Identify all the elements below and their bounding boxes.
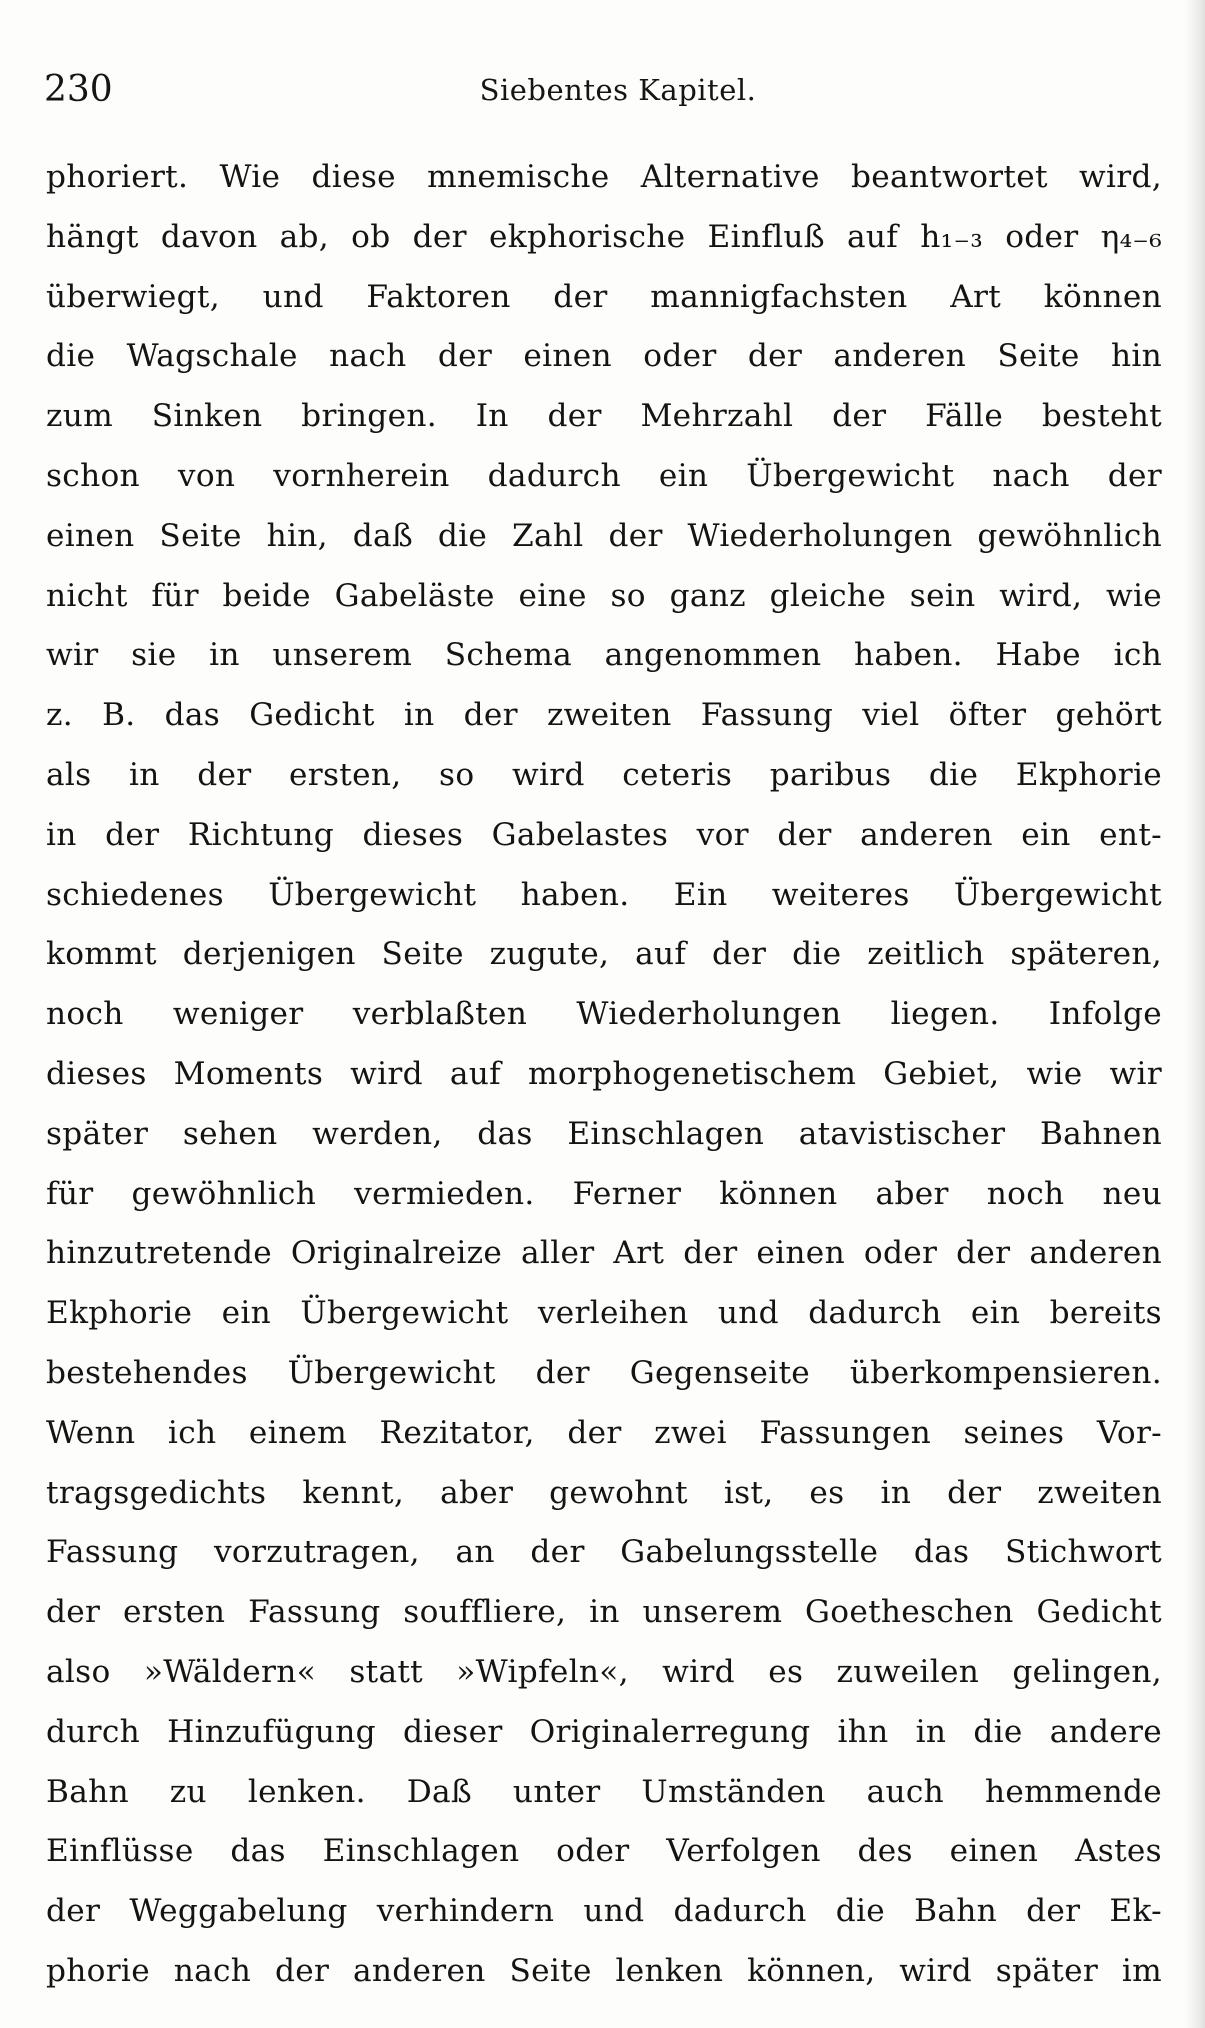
text-line: die Wagschale nach der einen oder der anderen Seite hin [46, 338, 1162, 375]
page-header [44, 66, 1162, 114]
text-line: einen Seite hin, daß die Zahl der Wiederholungen gewöhnlich [46, 517, 1162, 554]
text-line: in der Richtung dieses Gabelastes vor der anderen ein ent- [46, 816, 1162, 853]
text-line: Einflüsse das Einschlagen oder Verfolgen des einen Astes [46, 1833, 1162, 1870]
text-line: nicht für beide Gabeläste eine so ganz gleiche sein wird, wie [46, 577, 1162, 614]
text-line: Bahn zu lenken. Daß unter Umständen auch hemmende [46, 1773, 1162, 1810]
text-line: schon von vornherein dadurch ein Übergewicht nach der [46, 457, 1162, 494]
text-line: der Weggabelung verhindern und dadurch die Bahn der Ek- [46, 1893, 1162, 1930]
text-line: für gewöhnlich vermieden. Ferner können aber noch neu [46, 1175, 1162, 1212]
text-line: phoriert. Wie diese mnemische Alternative beantwortet wird, [46, 159, 1162, 195]
text-line: überwiegt, und Faktoren der mannigfachsten Art können [46, 278, 1162, 315]
text-line: der ersten Fassung souffliere, in unserem Goetheschen Gedicht [46, 1594, 1162, 1631]
text-line: noch weniger verblaßten Wiederholungen liegen. Infolge [46, 996, 1162, 1033]
text-line: hängt davon ab, ob der ekphorische Einfluß auf h₁₋₃ oder η₄₋₆ [46, 218, 1162, 255]
text-line: später sehen werden, das Einschlagen atavistischer Bahnen [46, 1115, 1162, 1152]
text-line: Ekphorie ein Übergewicht verleihen und dadurch ein bereits [46, 1295, 1162, 1332]
text-line: durch Hinzufügung dieser Originalerregung ihn in die andere [46, 1713, 1162, 1750]
text-line: bestehendes Übergewicht der Gegenseite überkompensieren. [46, 1354, 1162, 1391]
text-line: phorie nach der anderen Seite lenken können, wird später im [46, 1952, 1162, 1989]
text-line: kommt derjenigen Seite zugute, auf der die zeitlich späteren, [46, 936, 1162, 973]
text-line: Fassung vorzutragen, an der Gabelungsstelle das Stichwort [46, 1534, 1162, 1571]
text-line: dieses Moments wird auf morphogenetischem Gebiet, wie wir [46, 1055, 1162, 1092]
text-line: tragsgedichts kennt, aber gewohnt ist, es in der zweiten [46, 1474, 1162, 1511]
text-line: Wenn ich einem Rezitator, der zwei Fassungen seines Vor- [46, 1414, 1162, 1451]
text-line: zum Sinken bringen. In der Mehrzahl der Fälle besteht [46, 398, 1162, 435]
page-edge-shadow [1185, 0, 1205, 2028]
text-line: schiedenes Übergewicht haben. Ein weiteres Übergewicht [46, 876, 1162, 913]
text-line: als in der ersten, so wird ceteris paribus die Ekphorie [46, 756, 1162, 793]
running-head: Siebentes Kapitel. [479, 73, 757, 107]
text-line: z. B. das Gedicht in der zweiten Fassung viel öfter gehört [46, 697, 1162, 734]
text-line: also »Wäldern« statt »Wipfeln«, wird es zuweilen gelingen, [46, 1653, 1162, 1690]
text-line: wir sie in unserem Schema angenommen haben. Habe ich [46, 637, 1162, 674]
text-line: hinzutretende Originalreize aller Art der einen oder der anderen [46, 1235, 1162, 1272]
body-text [46, 148, 1162, 2002]
page-number: 230 [44, 69, 113, 110]
